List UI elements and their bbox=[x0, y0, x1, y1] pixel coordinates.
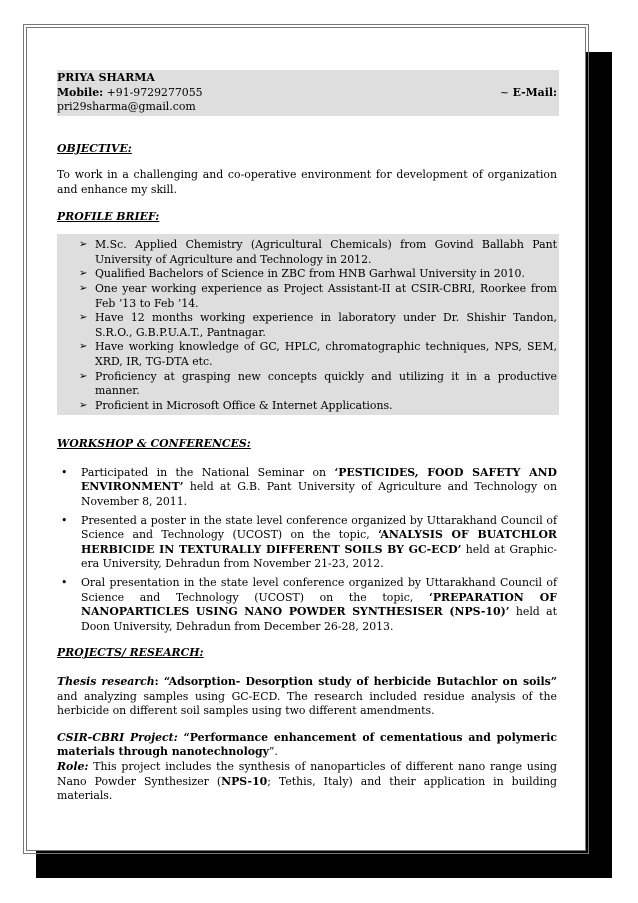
arrow-bullet-icon: ➢ bbox=[79, 268, 88, 280]
thesis-paragraph: Thesis research: “Adsorption- Desorption study of herbicide Butachlor on soils” and analyzing samples using GC-ECD. The research included residue analysis of the herbicide on different soil samples using two different amendments. bbox=[57, 675, 558, 718]
role-paragraph: Role: This project includes the synthesis of nanoparticles of different nano range using Nano Powder Synthesizer (NPS-10; Tethis, Italy) and their application in building materials. bbox=[57, 759, 558, 803]
mobile bbox=[57, 86, 203, 101]
objective-text: To work in a challenging and co-operative environment for development of organization and enhance my skill. bbox=[57, 168, 557, 196]
list-item: ➢ Qualified Bachelors of Science in ZBC from HNB Garhwal University in 2010. bbox=[79, 267, 525, 281]
bullet-icon: • bbox=[61, 576, 68, 590]
list-item: ➢ M.Sc. Applied Chemistry (Agricultural Chemicals) from Govind Ballabh Pant University of Agriculture and Technology in 2012. bbox=[79, 238, 557, 266]
candidate-name: PRIYA SHARMA bbox=[57, 71, 155, 84]
contact-header bbox=[57, 70, 559, 116]
bullet-icon: • bbox=[61, 513, 68, 527]
workshop-heading: WORKSHOP & CONFERENCES: bbox=[57, 437, 251, 451]
arrow-bullet-icon: ➢ bbox=[79, 341, 88, 353]
email-value: pri29sharma@gmail.com bbox=[57, 100, 196, 114]
cbri-paragraph: CSIR-CBRI Project: “Performance enhancement of cementatious and polymeric materials through nanotechnology”. bbox=[57, 730, 557, 759]
list-item: • Oral presentation in the state level conference organized by Uttarakhand Council of Science and Technology (UCOST) on the topic, ‘PREPARATION OF NANOPARTICLES USING NANO POWDER SYNTHESISER (NPS-10)’ held at Doon University, Dehradun from December 26-28, 2013. bbox=[61, 576, 557, 633]
profile-heading: PROFILE BRIEF: bbox=[57, 209, 160, 223]
objective-heading: OBJECTIVE: bbox=[57, 141, 132, 155]
arrow-bullet-icon: ➢ bbox=[79, 312, 88, 324]
list-item: ➢ Have 12 months working experience in laboratory under Dr. Shishir Tandon, S.R.O., G.B.P.U.A.T., Pantnagar. bbox=[79, 311, 557, 339]
list-item: ➢ Have working knowledge of GC, HPLC, chromatographic techniques, NPS, SEM, XRD, IR, TG-DTA etc. bbox=[79, 340, 557, 368]
email-label-wrap: ~ E-Mail: bbox=[499, 85, 557, 99]
arrow-bullet-icon: ➢ bbox=[79, 239, 88, 251]
workshop-list bbox=[57, 466, 557, 635]
projects-heading: PROJECTS/ RESEARCH: bbox=[57, 646, 204, 660]
email-label: E-Mail: bbox=[512, 85, 557, 99]
arrow-bullet-icon: ➢ bbox=[79, 399, 88, 411]
resume-page bbox=[26, 27, 586, 851]
contact-row bbox=[57, 86, 557, 101]
bullet-icon: • bbox=[61, 465, 68, 479]
list-item: ➢ Proficiency at grasping new concepts quickly and utilizing it in a productive manner. bbox=[79, 369, 557, 398]
arrow-bullet-icon: ➢ bbox=[79, 282, 88, 294]
list-item: • Presented a poster in the state level conference organized by Uttarakhand Council of Science and Technology (UCOST) on the topic, ‘ANALYSIS OF BUATCHLOR HERBICIDE IN TEXTURALLY DIFFERENT SOILS BY GC-ECD’ held at Graphic-era University, Dehradun from November 21-23, 2012. bbox=[61, 513, 557, 571]
list-item: ➢ One year working experience as Project Assistant-II at CSIR-CBRI, Roorkee from Feb ’13 to Feb ’14. bbox=[79, 281, 557, 310]
mobile-label: Mobile: bbox=[57, 85, 104, 99]
arrow-bullet-icon: ➢ bbox=[79, 370, 88, 382]
list-item: • Participated in the National Seminar on ‘PESTICIDES, FOOD SAFETY AND ENVIRONMENT’ held at G.B. Pant University of Agriculture and Technology on November 8, 2011. bbox=[61, 465, 557, 509]
resume-content bbox=[57, 70, 557, 804]
profile-list bbox=[57, 234, 559, 415]
list-item: ➢ Proficient in Microsoft Office & Internet Applications. bbox=[79, 398, 393, 412]
mobile-value: +91-9729277055 bbox=[103, 85, 203, 99]
